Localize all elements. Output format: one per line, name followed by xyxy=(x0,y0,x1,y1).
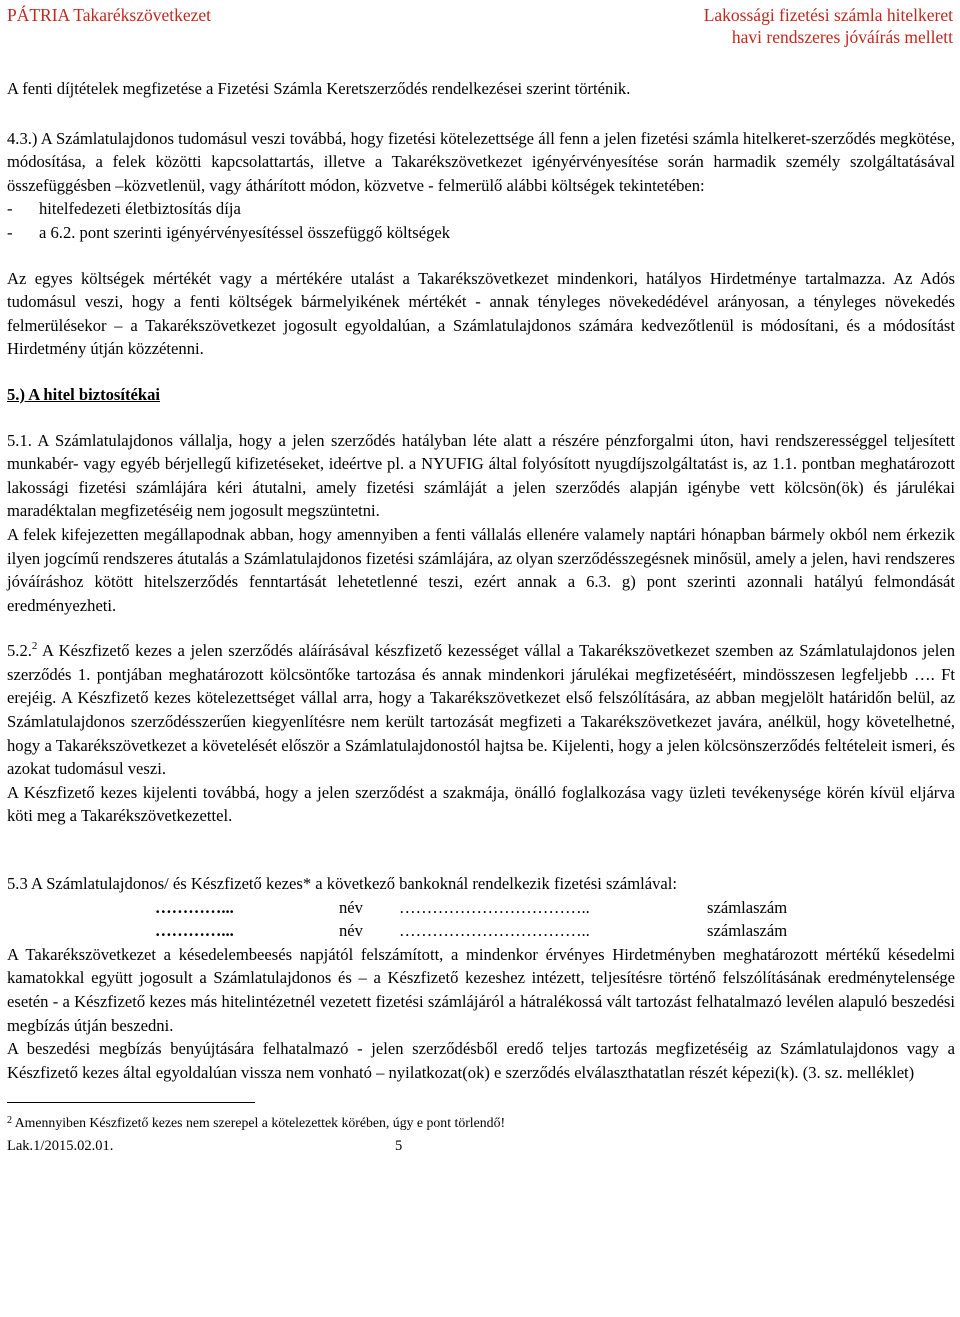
account-row xyxy=(7,896,955,920)
account-row xyxy=(7,919,955,943)
document-page xyxy=(7,4,955,1158)
authorization-paragraph: A beszedési megbízás benyújtására felhatalmazó - jelen szerződésből eredő teljes tartozás megfizetéséig az Számlatulajdonos vagy a Készfizető kezes által egyoldalúan vissza nem vonható – nyilatkozat(ok) e szerződés elválaszthatatlan részét képezi(k). (3. sz. melléklet) xyxy=(7,1039,955,1082)
header-product xyxy=(704,4,953,48)
page-header xyxy=(7,4,955,48)
page-footer xyxy=(7,1136,955,1158)
section-5-title: 5.) A hitel biztosítékai xyxy=(7,384,161,404)
name-label: név xyxy=(339,897,363,917)
cost-list-item xyxy=(7,197,955,221)
section-5-1-agreement-paragraph: A felek kifejezetten megállapodnak abban, hogy amennyiben a fenti vállalás ellenére valamely naptári hónapban bármely okból nem érkezik ilyen jogcímű rendszeres átutalás a Számlatulajdonos fizetési számlájára, az olyan szerződésszegésnek minősül, amely a jelen, havi rendszeres jóváíráshoz kötött hitelszerződés fenntartását lehetetlenné teszi, ezért annak a 6.3. g) pont szerinti azonnali hatályú felmondását eredményezheti. xyxy=(7,524,955,615)
intro-paragraph: A fenti díjtételek megfizetése a Fizetési Számla Keretszerződés rendelkezései szerint történik. xyxy=(7,79,631,98)
footnote-reference: 2 xyxy=(31,640,38,653)
page-number: 5 xyxy=(395,1138,403,1155)
bank-placeholder: …………... xyxy=(155,921,234,941)
costs-paragraph: Az egyes költségek mértékét vagy a mértékére utalást a Takarékszövetkezet mindenkori, hatályos Hirdetménye tartalmazza. Az Adós tudomásul veszi, hogy a fenti költségek bármelyikének mértékét - annak tényleges növekedédével arányosan, a tényleges növekedés felmerülésekor – a Takarékszövetkezet jogosult egyoldalúan, a Számlatulajdonos számára kedvezőtlenül is módosítani, és a módosítást Hirdetmény útján közzétenni. xyxy=(7,268,955,359)
section-5-2-declaration-paragraph: A Készfizető kezes kijelenti továbbá, hogy a jelen szerződést a szakmája, önálló foglalkozása vagy üzleti tevékenysége körén kívül eljárva köti meg a Takarékszövetkezettel. xyxy=(7,782,955,826)
header-product-line2: havi rendszeres jóváírás mellett xyxy=(731,27,953,47)
name-label: név xyxy=(339,921,363,941)
section-5-3-paragraph: 5.3 A Számlatulajdonos/ és Készfizető kezes* a következő bankoknál rendelkezik fizetési számlával: xyxy=(7,874,677,894)
footnote-divider xyxy=(7,1102,255,1103)
cost-item-text: hitelfedezeti életbiztosítás díja xyxy=(39,199,241,219)
cost-item-text: a 6.2. pont szerinti igényérvényesítéssel összefüggő költségek xyxy=(39,222,451,242)
section-5-2-number: 5.2. xyxy=(7,641,32,661)
footnote xyxy=(7,1111,955,1132)
footnote-number: 2 xyxy=(7,1115,12,1127)
account-number-label: számlaszám xyxy=(707,921,788,941)
section-4-3-paragraph: 4.3.) A Számlatulajdonos tudomásul veszi továbbá, hogy fizetési kötelezettsége áll fenn a jelen fizetési számla hitelkeret-szerződés megkötése, módosítása, a felek közötti kapcsolattartás, illetve a Takarékszövetkezet igényérvényesítése során harmadik személy szolgáltatásával összefüggésben –közvetlenül, vagy áthárított módon, közvetve - felmerülő alábbi költségek tekintetében: xyxy=(7,128,955,195)
footnote-text: Amennyiben Készfizető kezes nem szerepel a kötelezettek körében, úgy e pont törlendő! xyxy=(14,1115,506,1131)
section-5-2-text: A Készfizető kezes a jelen szerződés aláírásával készfizető kezességet vállal a Takarékszövetkezet szemben az Számlatulajdonos jelen szerződés 1. pontjában meghatározott kölcsöntőke tartozása és annak mindenkori járulékai megfizetéséért, mindösszesen legfeljebb …. Ft erejéig. A Készfizető kezes kötelezettséget vállal arra, hogy a Takarékszövetkezet első felszólítására, az abban megjelölt határidőn belül, az Számlatulajdonos szerződésszerűen kiegyenlítésre nem került tartozását megfizeti a Takarékszövetkezet javára, anélkül, hogy követelhetné, hogy a Takarékszövetkezet a követelését először a Számlatulajdonostól hajtsa be. Kijelenti, hogy a jelen kölcsönszerződés feltételeit ismeri, és azokat tudomásul veszi. xyxy=(7,641,955,779)
section-5-2-paragraph xyxy=(7,639,955,781)
collection-paragraph: A Takarékszövetkezet a késedelembeesés napjától felszámított, a mindenkor érvényes Hirdetményben meghatározott mértékű késedelmi kamatokkal együtt jogosult a Számlatulajdonos és – a Készfizető kezeshez intézett, teljesítésre történő felszólításának eredménytelensége esetén - a Készfizető kezes más hitelintézetnél vezetett fizetési számlájáról a hátralékossá vált tartozást felhatalmazó levélen alapuló beszedési megbízás útján beszedni. xyxy=(7,944,955,1035)
account-number-label: számlaszám xyxy=(707,897,788,917)
cost-list-item xyxy=(7,221,955,245)
header-product-line1: Lakossági fizetési számla hitelkeret xyxy=(703,5,953,25)
bank-placeholder: …………... xyxy=(155,897,234,917)
name-placeholder: …………………………….. xyxy=(399,897,590,917)
document-code: Lak.1/2015.02.01. xyxy=(7,1138,114,1155)
name-placeholder: …………………………….. xyxy=(399,921,590,941)
header-bank-name: PÁTRIA Takarékszövetkezet xyxy=(7,5,212,25)
list-dash: - xyxy=(7,222,13,242)
section-5-1-paragraph: 5.1. A Számlatulajdonos vállalja, hogy a jelen szerződés hatályban léte alatt a részére pénzforgalmi úton, havi rendszerességgel teljesített munkabér- vagy egyéb bérjellegű kifizetéseket, ideértve pl. a NYUFIG által folyósított nyugdíjszolgáltatást is, az 1.1. pontban meghatározott lakossági fizetési számlájára kéri átutalni, amely fizetési számláját a jelen szerződés alapján igénybe vett kölcsön(ök) és járulékai maradéktalan megfizetéséig nem jogosult megszüntetni. xyxy=(7,430,955,521)
list-dash: - xyxy=(7,199,13,219)
